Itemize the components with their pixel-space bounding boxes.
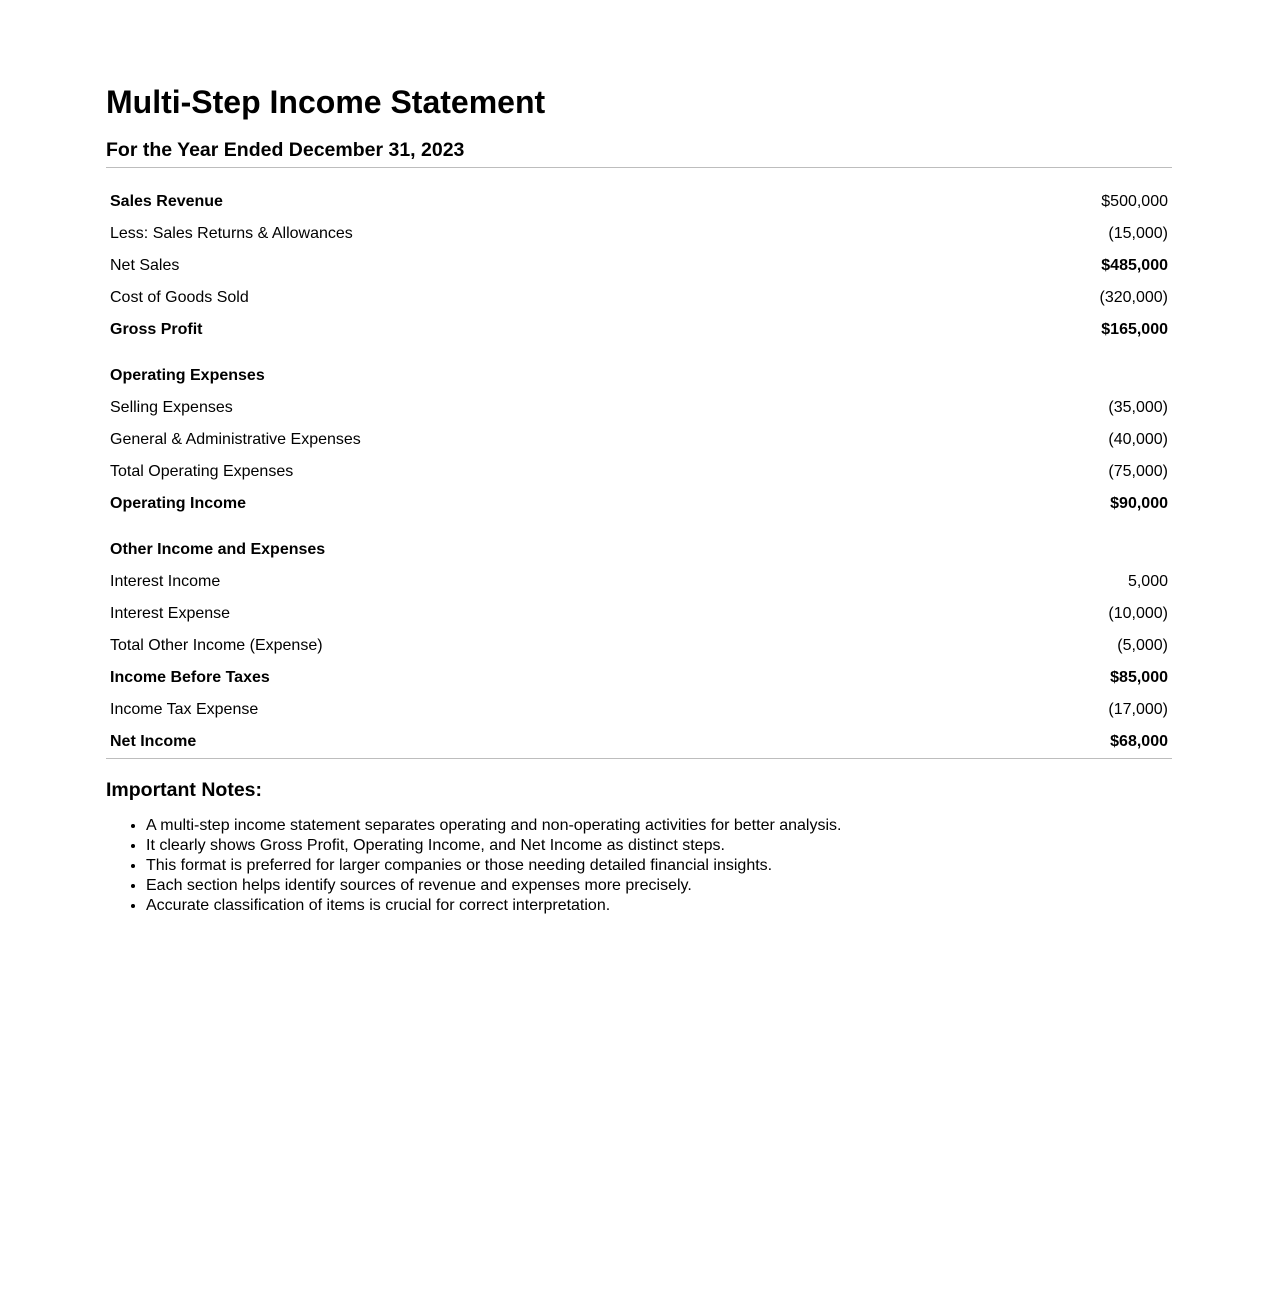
row-label: Interest Income xyxy=(110,573,221,590)
row-label: Interest Expense xyxy=(110,605,231,622)
note-item: • Accurate classification of items is crucial for correct interpretation. xyxy=(146,896,1172,916)
notes-list xyxy=(106,816,1172,916)
row-amount: $500,000 xyxy=(1101,193,1168,210)
income-statement-table xyxy=(106,186,1172,758)
row-amount: (35,000) xyxy=(1108,399,1168,416)
note-item: • A multi-step income statement separates operating and non-operating activities for better analysis. xyxy=(146,816,1172,836)
row-sales-revenue xyxy=(106,186,1172,218)
row-amount: (40,000) xyxy=(1108,431,1168,448)
row-income-before-taxes xyxy=(106,662,1172,694)
row-ga-expenses xyxy=(106,424,1172,456)
row-amount xyxy=(929,534,1172,566)
row-cogs xyxy=(106,282,1172,314)
row-amount: (17,000) xyxy=(1108,701,1168,718)
row-amount: $85,000 xyxy=(1110,669,1168,686)
row-sales-returns xyxy=(106,218,1172,250)
row-operating-income xyxy=(106,488,1172,520)
bottom-divider xyxy=(106,758,1172,759)
row-label: Operating Income xyxy=(110,495,247,512)
row-amount xyxy=(929,360,1172,392)
row-amount: (10,000) xyxy=(1108,605,1168,622)
note-item: • This format is preferred for larger companies or those needing detailed financial insights. xyxy=(146,856,1172,876)
row-total-operating-expenses xyxy=(106,456,1172,488)
row-label: Net Sales xyxy=(110,257,180,274)
row-label: Selling Expenses xyxy=(110,399,233,416)
page-title: Multi-Step Income Statement xyxy=(106,84,546,120)
row-amount: $90,000 xyxy=(1110,495,1168,512)
row-label: Gross Profit xyxy=(110,321,203,338)
notes-heading: Important Notes: xyxy=(106,779,262,801)
section-operating-expenses xyxy=(106,360,1172,392)
section-spacer xyxy=(106,520,1172,534)
row-label: Less: Sales Returns & Allowances xyxy=(110,225,353,242)
row-label: Total Other Income (Expense) xyxy=(110,637,323,654)
row-amount: (75,000) xyxy=(1108,463,1168,480)
row-selling-expenses xyxy=(106,392,1172,424)
row-interest-income xyxy=(106,566,1172,598)
row-amount: (5,000) xyxy=(1117,637,1168,654)
row-label: Income Tax Expense xyxy=(110,701,259,718)
period-subtitle: For the Year Ended December 31, 2023 xyxy=(106,139,465,161)
row-label: Income Before Taxes xyxy=(110,669,270,686)
section-other-income-expenses xyxy=(106,534,1172,566)
row-gross-profit xyxy=(106,314,1172,346)
row-interest-expense xyxy=(106,598,1172,630)
row-amount: (15,000) xyxy=(1108,225,1168,242)
row-net-sales xyxy=(106,250,1172,282)
income-statement-page xyxy=(106,0,1172,916)
row-net-income xyxy=(106,726,1172,758)
section-spacer xyxy=(106,346,1172,360)
row-amount: (320,000) xyxy=(1099,289,1168,306)
row-label: Total Operating Expenses xyxy=(110,463,294,480)
row-amount: $68,000 xyxy=(1110,733,1168,750)
top-divider xyxy=(106,167,1172,168)
row-amount: $485,000 xyxy=(1101,257,1168,274)
row-label: Sales Revenue xyxy=(110,193,223,210)
note-item: • It clearly shows Gross Profit, Operating Income, and Net Income as distinct steps. xyxy=(146,836,1172,856)
row-income-tax-expense xyxy=(106,694,1172,726)
row-label: Cost of Goods Sold xyxy=(110,289,249,306)
row-total-other-income xyxy=(106,630,1172,662)
section-heading: Other Income and Expenses xyxy=(110,541,326,558)
section-heading: Operating Expenses xyxy=(110,367,265,384)
row-label: General & Administrative Expenses xyxy=(110,431,361,448)
row-label: Net Income xyxy=(110,733,197,750)
row-amount: $165,000 xyxy=(1101,321,1168,338)
note-item: • Each section helps identify sources of revenue and expenses more precisely. xyxy=(146,876,1172,896)
row-amount: 5,000 xyxy=(1127,573,1168,590)
